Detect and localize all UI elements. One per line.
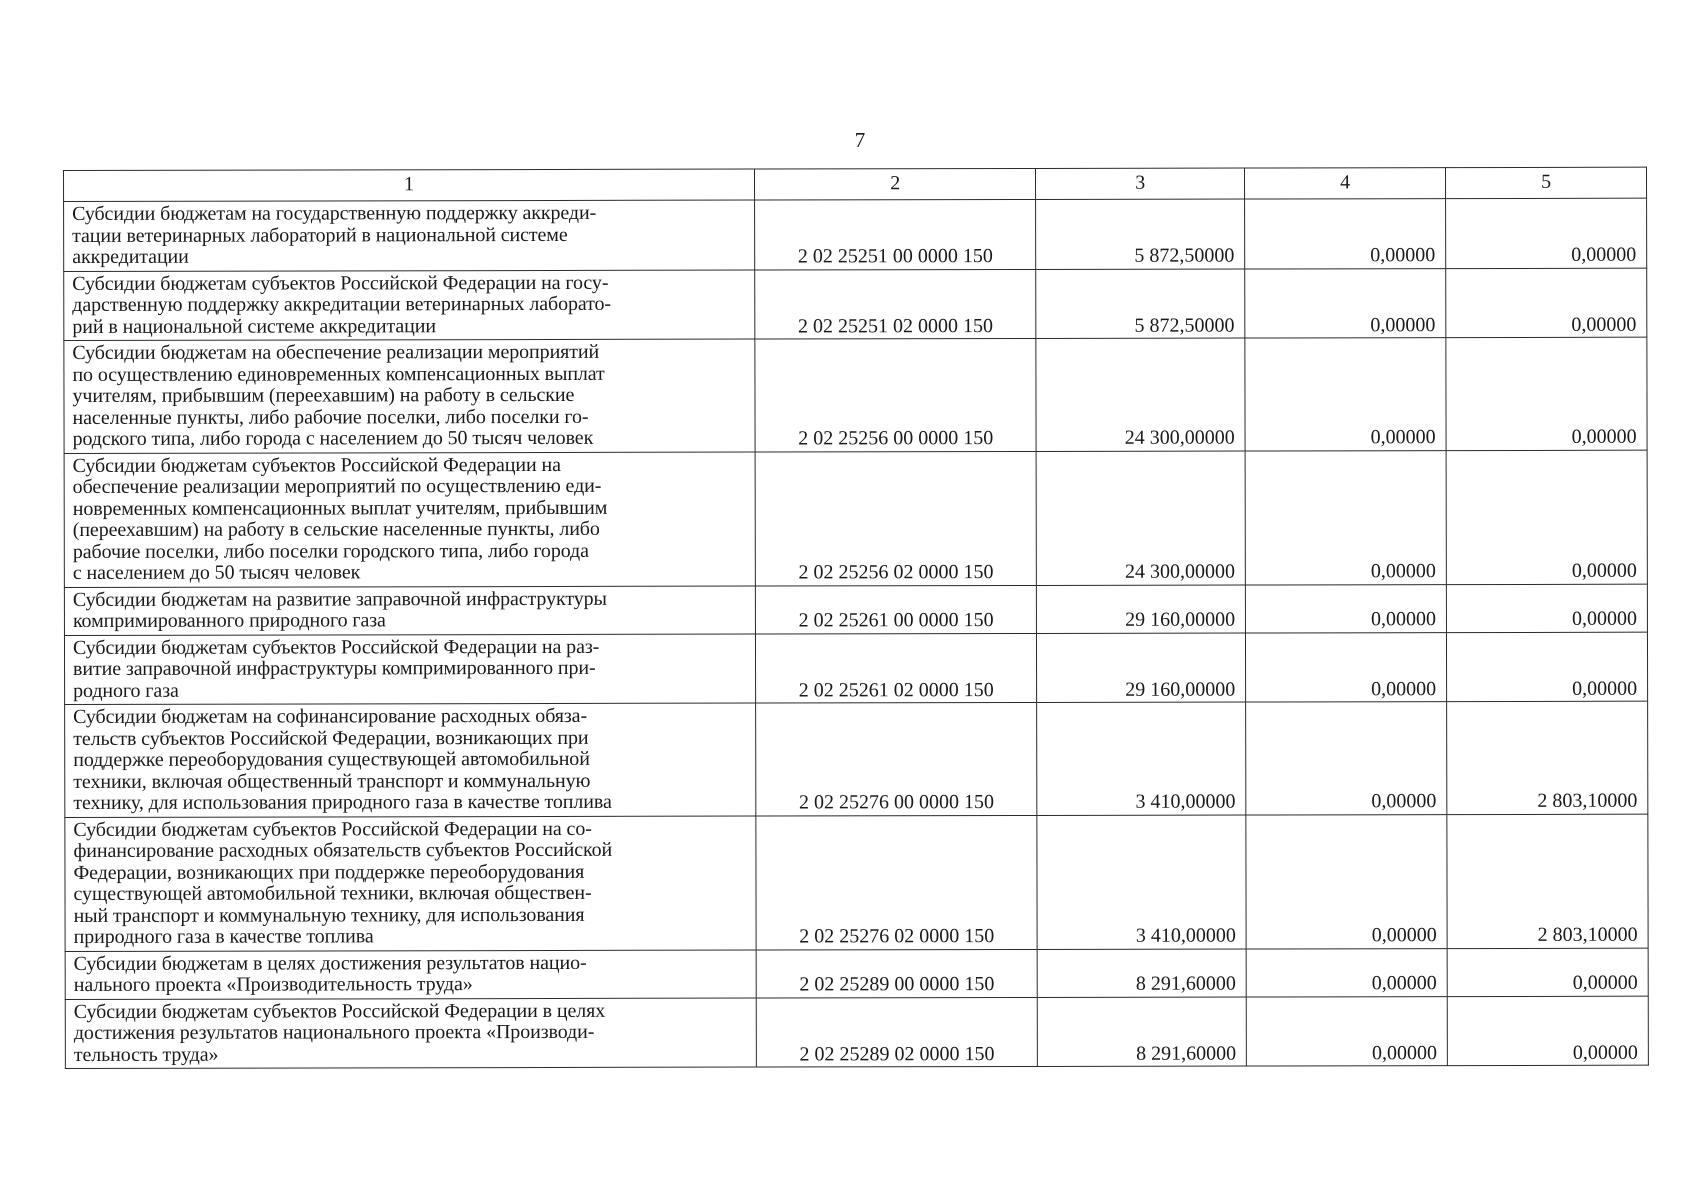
row-description: Субсидии бюджетам на обеспечение реализации мероприятий по осуществлению единовременных компенсационных выплат учителям, прибывшим (переехавшим) на работу в сельские населенные пункты, либо рабочие поселки, либо поселки го- родского типа, либо города с населением до 50 тысяч человек [64, 339, 755, 453]
row-value-col4: 0,00000 [1245, 450, 1446, 584]
page-number: 7 [854, 128, 866, 152]
header-col-3: 3 [1036, 168, 1245, 199]
row-value-col4: 0,00000 [1246, 584, 1447, 632]
row-value-col5: 2 803,10000 [1447, 814, 1648, 948]
row-value-col3: 5 872,50000 [1036, 199, 1245, 269]
row-code: 2 02 25276 02 0000 150 [756, 815, 1038, 950]
row-value-col3: 3 410,00000 [1037, 815, 1246, 949]
row-value-col4: 0,00000 [1245, 338, 1446, 451]
row-value-col3: 8 291,60000 [1038, 997, 1247, 1067]
row-value-col5: 0,00000 [1446, 268, 1647, 338]
row-value-col4: 0,00000 [1245, 268, 1446, 338]
row-code: 2 02 25256 02 0000 150 [755, 451, 1037, 586]
table-row [65, 948, 1648, 999]
row-code: 2 02 25276 00 0000 150 [756, 702, 1037, 815]
table-row [65, 996, 1648, 1069]
row-value-col3: 5 872,50000 [1036, 269, 1245, 339]
header-col-5: 5 [1446, 167, 1647, 198]
row-value-col5: 2 803,10000 [1447, 701, 1648, 814]
row-code: 2 02 25289 00 0000 150 [756, 949, 1037, 998]
row-description: Субсидии бюджетам в целях достижения результатов нацио- нального проекта «Производительность труда» [65, 950, 756, 999]
table-row [64, 632, 1647, 705]
row-description: Субсидии бюджетам субъектов Российской Федерации на со- финансирование расходных обязательств субъектов Российской Федерации, возникающих при поддержке переоборудования существующей автомобильной техники, включая обществен- ный транспорт и коммунальную технику, для использования природного газа в качестве топлива [65, 816, 756, 951]
table-row [65, 701, 1648, 817]
table-row [64, 268, 1647, 341]
row-description: Субсидии бюджетам на софинансирование расходных обяза- тельств субъектов Российской Федерации, возникающих при поддержке переоборудования существующей автомобильной техники, включая общественный транспорт и коммунальную технику, для использования природного газа в качестве топлива [65, 703, 756, 817]
row-value-col5: 0,00000 [1446, 337, 1647, 450]
row-value-col4: 0,00000 [1245, 199, 1446, 269]
row-value-col3: 29 160,00000 [1037, 633, 1246, 703]
header-row [64, 167, 1647, 201]
row-code: 2 02 25261 02 0000 150 [756, 633, 1037, 703]
row-description: Субсидии бюджетам субъектов Российской Федерации на госу- дарственную поддержку аккредитации ветеринарных лаборато- рий в национальной системе аккредитации [64, 270, 755, 341]
row-value-col4: 0,00000 [1246, 814, 1447, 948]
table-row [64, 450, 1647, 587]
row-description: Субсидии бюджетам субъектов Российской Федерации на обеспечение реализации мероприятий по осуществлению еди- новременных компенсационных выплат учителям, прибывшим (переехавшим) на работу в сельские населенные пункты, либо рабочие поселки, либо поселки городского типа, либо города с населением до 50 тысяч человек [64, 452, 755, 587]
row-code: 2 02 25251 00 0000 150 [755, 199, 1036, 269]
row-value-col4: 0,00000 [1246, 948, 1447, 996]
table-row [64, 198, 1647, 271]
row-value-col4: 0,00000 [1246, 702, 1447, 815]
row-description: Субсидии бюджетам на государственную поддержку аккреди- тации ветеринарных лабораторий в национальной системе аккредитации [64, 200, 755, 271]
header-col-4: 4 [1245, 168, 1446, 199]
row-description: Субсидии бюджетам на развитие заправочной инфраструктуры компримированного природного газа [64, 586, 755, 635]
table-row [65, 814, 1648, 951]
row-value-col5: 0,00000 [1447, 948, 1648, 996]
row-value-col5: 0,00000 [1447, 632, 1648, 702]
row-value-col3: 3 410,00000 [1037, 702, 1246, 815]
row-value-col3: 8 291,60000 [1037, 949, 1246, 997]
row-value-col4: 0,00000 [1246, 996, 1447, 1066]
row-description: Субсидии бюджетам субъектов Российской Федерации в целях достижения результатов национального проекта «Производи- тельность труда» [65, 998, 756, 1069]
row-value-col3: 24 300,00000 [1036, 338, 1245, 451]
table-row [64, 584, 1647, 635]
row-value-col5: 0,00000 [1446, 450, 1647, 584]
row-value-col3: 29 160,00000 [1037, 585, 1246, 633]
row-code: 2 02 25251 02 0000 150 [755, 269, 1036, 339]
table-body [64, 198, 1649, 1068]
row-value-col4: 0,00000 [1246, 632, 1447, 702]
budget-table [63, 167, 1649, 1069]
row-code: 2 02 25289 02 0000 150 [756, 997, 1037, 1067]
row-value-col5: 0,00000 [1447, 996, 1648, 1066]
table-row [64, 337, 1647, 453]
row-description: Субсидии бюджетам субъектов Российской Федерации на раз- витие заправочной инфраструктуры компримированного при- родного газа [64, 634, 755, 705]
header-col-2: 2 [755, 168, 1036, 200]
row-value-col5: 0,00000 [1446, 198, 1647, 268]
row-code: 2 02 25256 00 0000 150 [755, 338, 1036, 451]
row-code: 2 02 25261 00 0000 150 [755, 585, 1036, 634]
row-value-col5: 0,00000 [1446, 584, 1647, 632]
header-col-1: 1 [64, 169, 755, 201]
row-value-col3: 24 300,00000 [1036, 451, 1245, 585]
